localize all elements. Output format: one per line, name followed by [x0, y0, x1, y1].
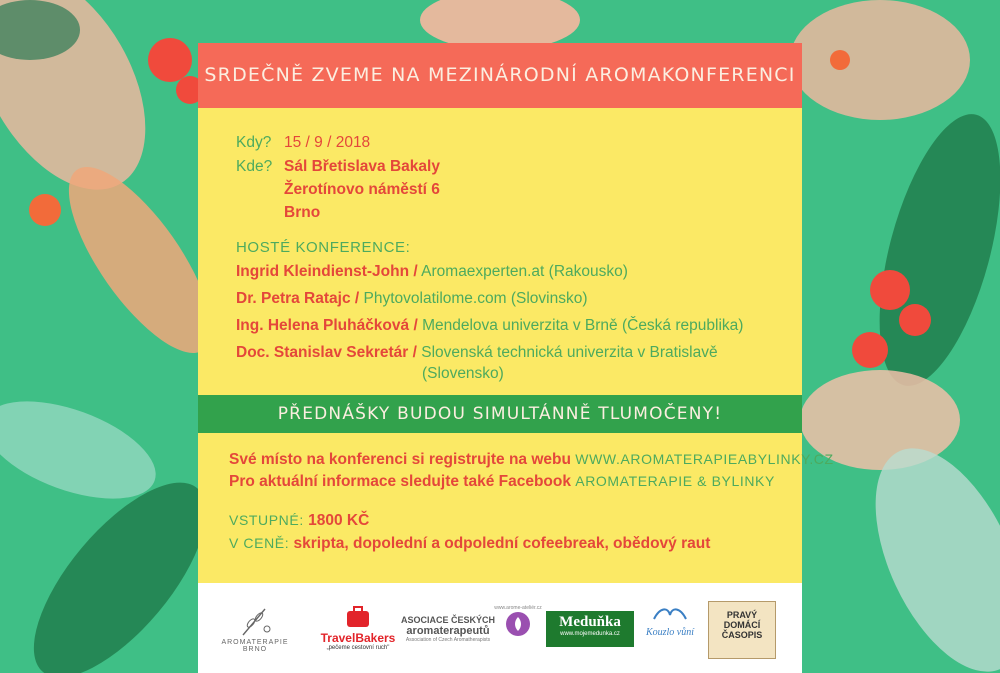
registration-info — [198, 433, 834, 583]
where-line: Žerotínovo náměstí 6 — [284, 181, 440, 198]
facebook-link[interactable]: AROMATERAPIE & BYLINKY — [575, 473, 775, 489]
guest-item: Dr. Petra Ratajc / Phytovolatilome.com (Slovinsko) — [236, 290, 588, 307]
suitcase-icon — [345, 605, 371, 629]
when-label: Kdy? — [236, 134, 272, 151]
aromaterapie-brno-logo: AROMATERAPIE BRNO — [212, 605, 298, 653]
sponsor-logos — [198, 583, 802, 673]
register-line: Své místo na konferenci si registrujte na webu WWW.AROMATERAPIEABYLINKY.CZ — [229, 451, 834, 468]
guests-heading: HOSTÉ KONFERENCE: — [236, 239, 411, 256]
fee-line: VSTUPNÉ: 1800 KČ — [229, 512, 370, 529]
herb-icon — [235, 605, 275, 637]
guest-item: Ingrid Kleindienst-John / Aromaexperten.at (Rakousko) — [236, 263, 628, 280]
website-link[interactable]: WWW.AROMATERAPIEABYLINKY.CZ — [575, 451, 834, 467]
travelbakers-logo: TravelBakers „pečeme cestovní ruch" — [318, 605, 398, 653]
guest-item: Ing. Helena Pluháčková / Mendelova univerzita v Brně (Česká republika) — [236, 317, 744, 334]
kouzlo-vuni-logo: Kouzlo vůní — [644, 605, 696, 653]
swirl-icon — [652, 605, 688, 625]
page-title: SRDEČNĚ ZVEME NA MEZINÁRODNÍ AROMAKONFERENCI — [198, 43, 802, 108]
invitation-card — [198, 43, 834, 673]
where-line: Sál Břetislava Bakaly — [284, 158, 440, 175]
when-value: 15 / 9 / 2018 — [284, 134, 371, 151]
arome-atelier-logo: www.arome-ateliér.cz — [488, 605, 548, 653]
pravy-domaci-casopis-logo: PRAVÝ DOMÁCÍ ČASOPIS — [708, 601, 776, 659]
where-label: Kde? — [236, 158, 273, 175]
where-line: Brno — [284, 204, 321, 221]
event-details — [198, 108, 802, 438]
guest-item: Doc. Stanislav Sekretár / Slovenská technická univerzita v Bratislavě — [236, 344, 718, 361]
medunka-logo: Meduňka www.mojemedunka.cz — [546, 611, 634, 647]
includes-line: V CENĚ: skripta, dopolední a odpolední cofeebreak, obědový raut — [229, 535, 711, 552]
translation-banner: PŘEDNÁŠKY BUDOU SIMULTÁNNĚ TLUMOČENY! — [198, 395, 802, 433]
flower-icon — [505, 611, 531, 637]
facebook-line: Pro aktuální informace sledujte také Facebook AROMATERAPIE & BYLINKY — [229, 473, 775, 490]
asociace-logo: ASOCIACE ČESKÝCH aromaterapeutů Association of Czech Aromatherapists — [400, 615, 495, 643]
guest-org-country: (Slovensko) — [422, 365, 504, 382]
